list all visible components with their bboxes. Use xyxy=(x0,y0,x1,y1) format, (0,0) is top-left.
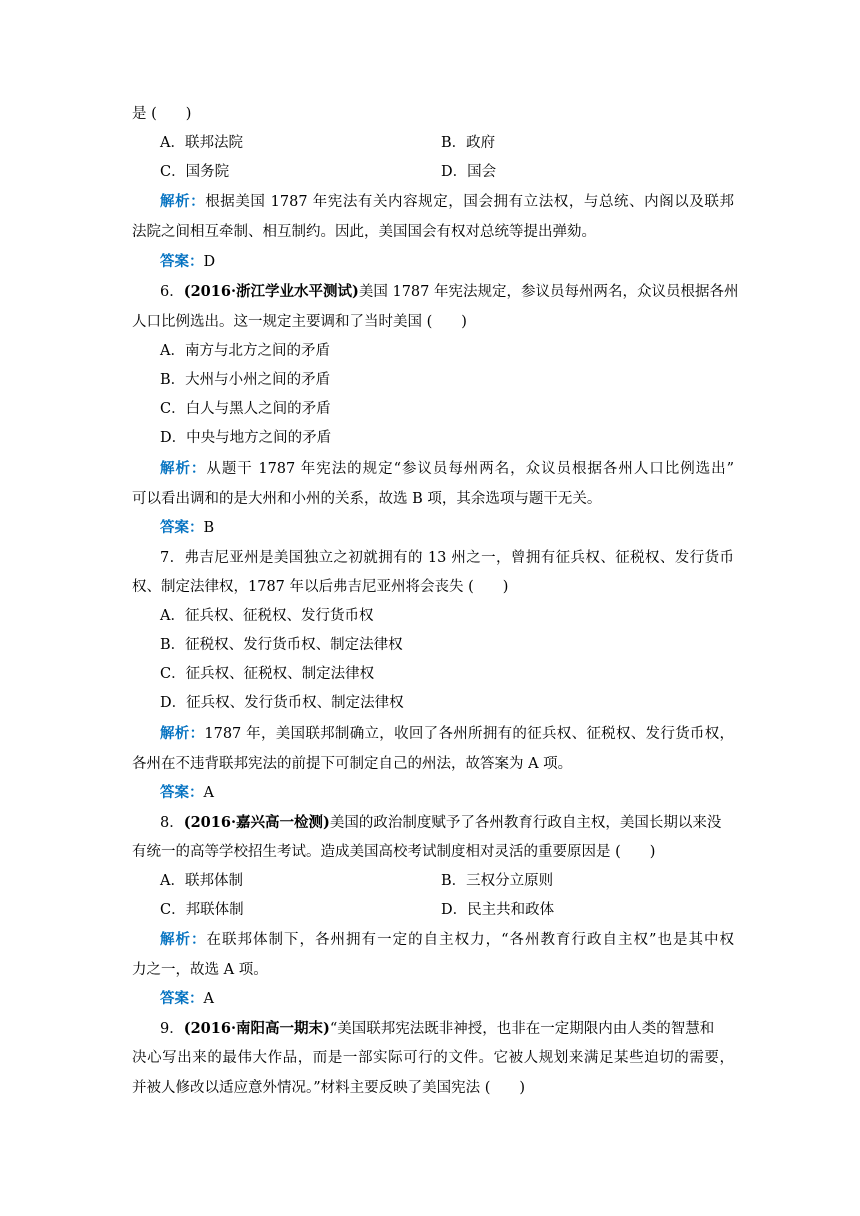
q5-analysis-text-1: 根据美国 1787 年宪法有关内容规定，国会拥有立法权，与总统、内阁以及联邦 xyxy=(205,194,734,210)
q8-option-d: D．民主共和政体 xyxy=(441,902,555,918)
q9-source: (2016·南阳高一期末) xyxy=(183,1020,330,1037)
q6-analysis-line-1 xyxy=(160,459,734,479)
q9-stem-text-1: “美国联邦宪法既非神授，也非在一定期限内由人类的智慧和 xyxy=(329,1021,715,1037)
q8-stem-line-2: 有统一的高等学校招生考试。造成美国高校考试制度相对灵活的重要原因是 ( ) xyxy=(132,844,656,860)
q8-option-c: C．邦联体制 xyxy=(160,902,244,918)
q7-analysis-line-2: 各州在不违背联邦宪法的前提下可制定自己的州法，故答案为 A 项。 xyxy=(132,756,573,772)
q8-analysis-line-1 xyxy=(160,930,734,950)
q7-answer-label: 答案： xyxy=(160,784,204,801)
q7-analysis-line-1 xyxy=(160,724,734,744)
q8-analysis-line-2: 力之一，故选 A 项。 xyxy=(132,962,268,978)
q7-stem-line-1 xyxy=(160,548,734,568)
q7-answer-value: A xyxy=(203,785,214,801)
q5-analysis-line-2: 法院之间相互牵制、相互制约。因此，美国国会有权对总统等提出弹劾。 xyxy=(132,224,596,240)
q8-stem-line-1 xyxy=(160,813,721,833)
q7-stem-line-2: 权、制定法律权，1787 年以后弗吉尼亚州将会丧失 ( ) xyxy=(132,579,509,595)
q8-analysis-label: 解析： xyxy=(160,931,207,948)
q5-answer xyxy=(160,252,215,272)
q8-analysis-text-1: 在联邦体制下，各州拥有一定的自主权力，“各州教育行政自主权”也是其中权 xyxy=(206,932,734,948)
q8-answer xyxy=(160,989,214,1009)
q6-stem-line-2: 人口比例选出。这一规定主要调和了当时美国 ( ) xyxy=(132,314,467,330)
q6-number: 6． xyxy=(160,284,184,300)
q6-stem-line-1 xyxy=(160,282,738,302)
q6-analysis-line-2: 可以看出调和的是大州和小州的关系，故选 B 项，其余选项与题干无关。 xyxy=(132,491,602,507)
q7-option-d: D．征兵权、发行货币权、制定法律权 xyxy=(160,695,404,711)
q9-stem-line-3: 并被人修改以适应意外情况。”材料主要反映了美国宪法 ( ) xyxy=(132,1080,526,1096)
q6-analysis-label: 解析： xyxy=(160,460,207,477)
q8-number: 8． xyxy=(160,815,184,831)
q5-option-c: C．国务院 xyxy=(160,164,230,180)
q8-stem-text-1: 美国的政治制度赋予了各州教育行政自主权，美国长期以来没 xyxy=(329,815,722,831)
q6-analysis-text-1: 从题干 1787 年宪法的规定“参议员每州两名，众议员根据各州人口比例选出” xyxy=(206,461,735,477)
q5-analysis-label: 解析： xyxy=(160,193,206,210)
q5-option-b: B．政府 xyxy=(441,135,496,151)
q7-number: 7． xyxy=(160,550,185,566)
q6-source: (2016·浙江学业水平测试) xyxy=(183,283,359,300)
q5-option-row-1 xyxy=(160,133,496,153)
q9-number: 9． xyxy=(160,1021,184,1037)
q6-answer xyxy=(160,518,214,538)
q7-analysis-label: 解析： xyxy=(160,725,205,742)
q8-option-row-1 xyxy=(160,871,554,891)
q5-analysis-line-1 xyxy=(160,192,734,212)
q9-stem-line-1 xyxy=(160,1019,714,1039)
q5-option-d: D．国会 xyxy=(441,164,497,180)
q7-stem-text-1: 弗吉尼亚州是美国独立之初就拥有的 13 州之一，曾拥有征兵权、征税权、发行货币 xyxy=(184,550,734,566)
q5-answer-label: 答案： xyxy=(160,253,204,270)
q7-option-b: B．征税权、发行货币权、制定法律权 xyxy=(160,637,403,653)
q5-option-a: A．联邦法院 xyxy=(160,135,243,151)
q7-option-c: C．征兵权、征税权、制定法律权 xyxy=(160,666,375,682)
q8-option-b: B．三权分立原则 xyxy=(441,873,554,889)
q8-answer-value: A xyxy=(203,991,214,1007)
q8-option-row-2 xyxy=(160,900,555,920)
q6-stem-text-1: 美国 1787 年宪法规定，参议员每州两名，众议员根据各州 xyxy=(358,284,739,300)
q7-analysis-text-1: 1787 年，美国联邦制确立，收回了各州所拥有的征兵权、征税权、发行货币权， xyxy=(204,726,734,742)
q6-option-a: A．南方与北方之间的矛盾 xyxy=(160,343,330,359)
q6-option-b: B．大州与小州之间的矛盾 xyxy=(160,372,331,388)
q8-option-a: A．联邦体制 xyxy=(160,873,243,889)
q8-source: (2016·嘉兴高一检测) xyxy=(183,814,330,831)
q7-option-a: A．征兵权、征税权、发行货币权 xyxy=(160,608,374,624)
q6-option-d: D．中央与地方之间的矛盾 xyxy=(160,430,332,446)
q8-answer-label: 答案： xyxy=(160,990,204,1007)
q5-option-row-2 xyxy=(160,162,497,182)
q5-stem-tail: 是 ( ) xyxy=(132,106,192,122)
q6-option-c: C．白人与黑人之间的矛盾 xyxy=(160,401,331,417)
q9-stem-line-2: 决心写出来的最伟大作品，而是一部实际可行的文件。它被人规划来满足某些迫切的需要， xyxy=(132,1050,734,1066)
q5-answer-value: D xyxy=(203,254,216,270)
q6-answer-value: B xyxy=(203,520,215,536)
q7-answer xyxy=(160,783,214,803)
q6-answer-label: 答案： xyxy=(160,519,204,536)
